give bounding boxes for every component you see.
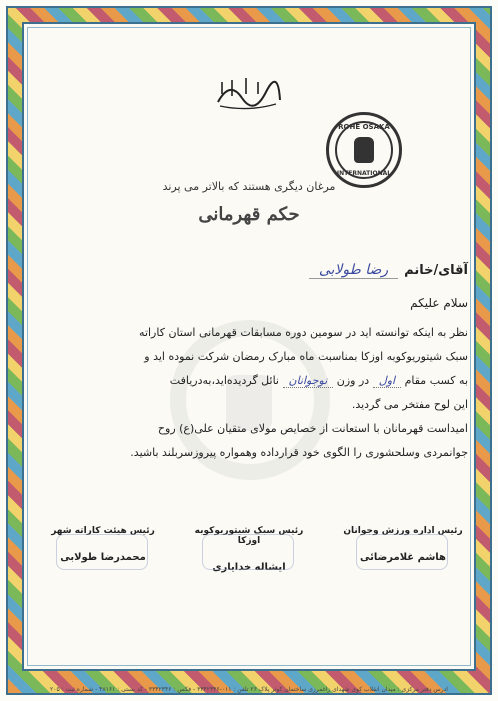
body-line-6: جوانمردی وسلحشوری را الگوی خود قرارداده وهمواره پیروزسربلند باشید. bbox=[130, 446, 468, 459]
body-line-5: امیداست قهرمانان با استعانت از خصایص مولای متقیان علی(ع) روح bbox=[157, 422, 468, 435]
signature-name: هاشم غلامرضائی bbox=[360, 552, 446, 563]
signature-style-head bbox=[184, 526, 314, 573]
stamp-icon bbox=[202, 534, 294, 570]
basmala-calligraphy-icon bbox=[212, 72, 284, 112]
body-line-1: نظر به اینکه توانسته اید در سومین دوره مسابقات قهرمانی استان کاراته bbox=[139, 326, 468, 339]
certificate-content bbox=[30, 30, 468, 670]
motto: مرغان دیگری هستند که بالاتر می پرند bbox=[162, 180, 336, 193]
signature-role: رئیس سبک شیتوریوکوبه اوزکا bbox=[194, 526, 304, 546]
signature-name: محمدرضا طولابی bbox=[60, 552, 146, 563]
body-line-2: سبک شیتوریوکوبه اوزکا بمناسبت ماه مبارک رمضان شرکت نموده اید و bbox=[144, 350, 468, 363]
signature-sports-office bbox=[338, 526, 468, 563]
footer-address: آدرس دفتر مرکزی : میدان انقلاب کوی شهدای زاغمرزی ساختمان کوثر پلاک ۲۶ تلفن : ۰۱۱-۳۳۴۲۳۴۶ - فکس : ۳۳۴۲۳۴۶ - کد پستی : ۴۸۱۶۱ - شماره ثبت : ۲۰۵ bbox=[50, 686, 448, 693]
signature-role: رئیس اداره ورزش وجوانان bbox=[343, 526, 463, 536]
greeting: سلام علیکم bbox=[410, 296, 468, 310]
stamp-icon bbox=[56, 534, 148, 570]
certificate-title: حکم قهرمانی bbox=[198, 204, 300, 225]
signature-role: رئیس هیئت کاراته شهر bbox=[51, 526, 155, 536]
seal-bottom-text: INTERNATIONAL bbox=[336, 170, 392, 177]
recipient-line bbox=[309, 262, 468, 279]
body-line-3: به کسب مقام اول در وزن نوجوانان نائل گردیده‌اید،به‌دریافت bbox=[169, 374, 468, 387]
rank-value: اول bbox=[373, 374, 401, 388]
weight-class-value: نوجوانان bbox=[283, 374, 334, 388]
signature-name: ایشاله خدایاری bbox=[212, 562, 286, 573]
recipient-name: رضا طولابی bbox=[309, 262, 398, 279]
stamp-icon bbox=[356, 534, 448, 570]
karate-seal-icon bbox=[326, 112, 402, 188]
signature-city-board bbox=[38, 526, 168, 563]
salutation: آقای/خانم bbox=[404, 263, 468, 278]
seal-top-text: ROHE OSAKA bbox=[338, 123, 390, 131]
body-line-4: این لوح مفتخر می گردید. bbox=[351, 398, 468, 411]
